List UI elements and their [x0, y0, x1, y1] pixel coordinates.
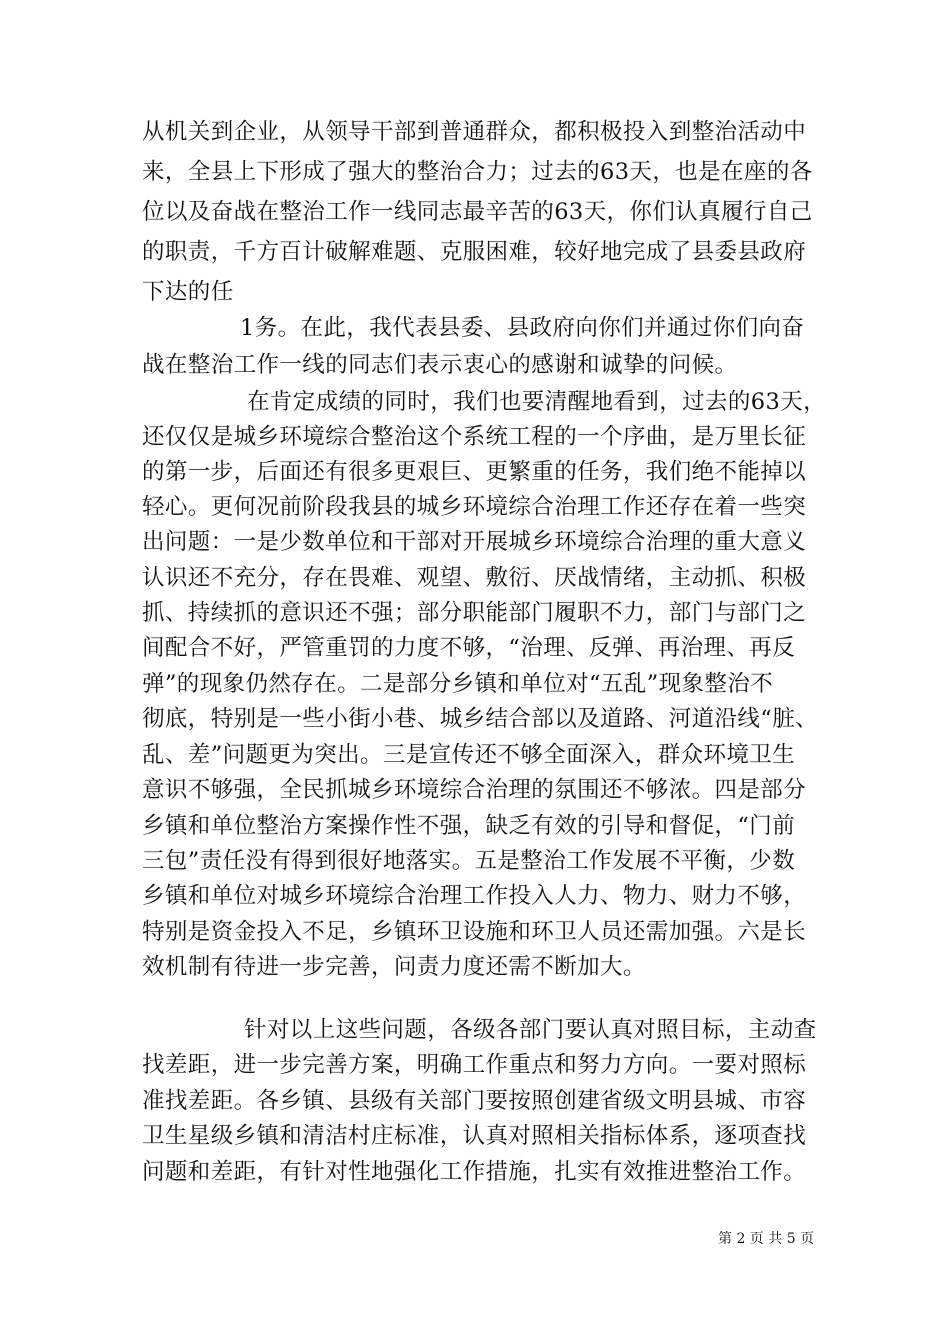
- text-line: 弹”的现象仍然存在。二是部分乡镇和单位对“五乱”现象整治不: [142, 671, 774, 697]
- text-line: 从机关到企业，从领导干部到普通群众，都积极投入到整治活动中: [142, 119, 807, 145]
- text-line: 在肯定成绩的同时，我们也要清醒地看到，过去的63天，: [247, 389, 827, 415]
- text-line: 间配合不好，严管重罚的力度不够，“治理、反弹、再治理、再反: [142, 635, 796, 661]
- text-line: 下达的任: [142, 279, 234, 305]
- text-line: 认识还不充分，存在畏难、观望、敷衍、厌战情绪，主动抓、积极: [142, 565, 807, 591]
- text-line: 三包”责任没有得到很好地落实。五是整治工作发展不平衡，少数: [142, 848, 796, 874]
- text-line: 准找差距。各乡镇、县级有关部门要按照创建省级文明县城、市容: [142, 1088, 807, 1114]
- text-line: 的第一步，后面还有很多更艰巨、更繁重的任务，我们绝不能掉以: [142, 459, 807, 485]
- text-line: 彻底，特别是一些小街小巷、城乡结合部以及道路、河道沿线“脏、: [142, 706, 819, 732]
- text-line: 找差距，进一步完善方案，明确工作重点和努力方向。一要对照标: [142, 1052, 807, 1078]
- text-line: 针对以上这些问题，各级各部门要认真对照目标，主动查: [244, 1017, 817, 1043]
- text-line: 出问题：一是少数单位和干部对开展城乡环境综合治理的重大意义: [142, 529, 807, 555]
- text-line: 1务。在此，我代表县委、县政府向你们并通过你们向奋: [240, 315, 805, 341]
- text-line: 意识不够强，全民抓城乡环境综合治理的氛围还不够浓。四是部分: [142, 777, 807, 803]
- text-line: 来，全县上下形成了强大的整治合力；过去的63天，也是在座的各: [142, 159, 813, 185]
- text-line: 乡镇和单位整治方案操作性不强，缺乏有效的引导和督促，“门前: [142, 813, 796, 839]
- text-line: 抓、持续抓的意识还不强；部分职能部门履职不力，部门与部门之: [142, 600, 807, 626]
- page-number-footer: 第 2 页 共 5 页: [718, 1231, 815, 1247]
- text-line: 问题和差距，有针对性地强化工作措施，扎实有效推进整治工作。: [142, 1159, 807, 1185]
- text-line: 乱、差”问题更为突出。三是宣传还不够全面深入，群众环境卫生: [142, 742, 796, 768]
- text-line: 效机制有待进一步完善，问责力度还需不断加大。: [142, 954, 646, 980]
- text-line: 位以及奋战在整治工作一线同志最辛苦的63天，你们认真履行自己: [142, 199, 813, 225]
- text-line: 轻心。更何况前阶段我县的城乡环境综合治理工作还存在着一些突: [142, 494, 807, 520]
- text-line: 特别是资金投入不足，乡镇环卫设施和环卫人员还需加强。六是长: [142, 919, 807, 945]
- text-line: 的职责，千方百计破解难题、克服困难，较好地完成了县委县政府: [142, 239, 807, 265]
- text-line: 卫生星级乡镇和清洁村庄标准，认真对照相关指标体系，逐项查找: [142, 1123, 807, 1149]
- text-line: 战在整治工作一线的同志们表示衷心的感谢和诚挚的问候。: [142, 352, 738, 378]
- text-line: 还仅仅是城乡环境综合整治这个系统工程的一个序曲，是万里长征: [142, 424, 807, 450]
- text-line: 乡镇和单位对城乡环境综合治理工作投入人力、物力、财力不够，: [142, 883, 807, 909]
